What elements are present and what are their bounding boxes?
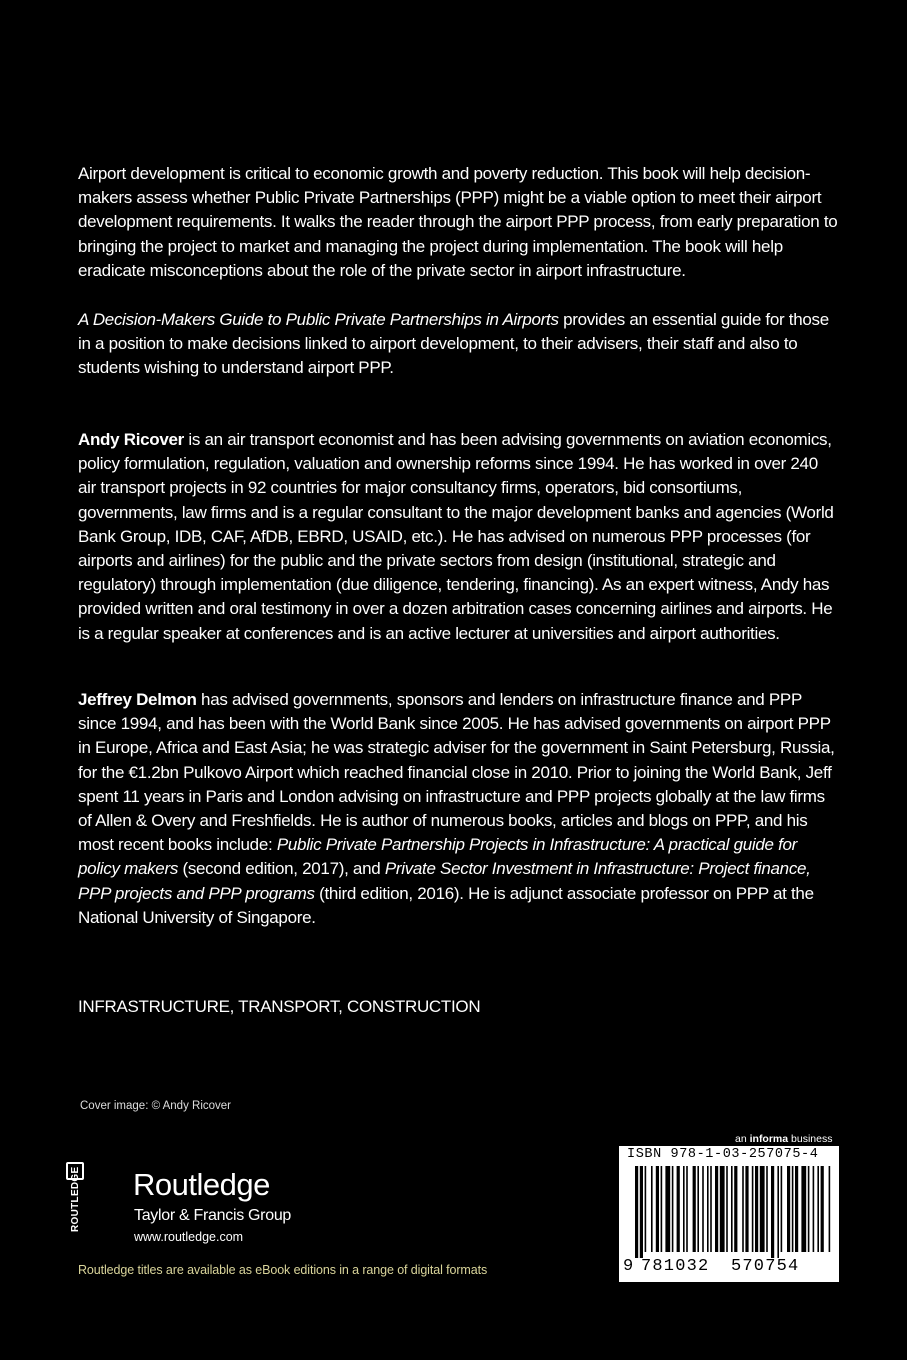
barcode-bar <box>672 1166 674 1252</box>
barcode-bar <box>640 1166 643 1258</box>
informa-prefix: an <box>735 1133 750 1145</box>
barcode-bar <box>715 1166 718 1252</box>
barcode-bar <box>734 1166 737 1252</box>
barcode-bar <box>760 1166 765 1252</box>
barcode-bar <box>755 1166 758 1252</box>
author-bio-delmon-text-2: (second edition, 2017), and <box>178 859 385 879</box>
isbn-barcode <box>619 1146 839 1282</box>
barcode-bar <box>821 1166 824 1252</box>
barcode-bar <box>787 1166 790 1252</box>
description-paragraph-2-text: provides an essential guide for those in a position to make decisions linked to airport development, to their advisers, their staff and also to students wishing to understand airport PPP. <box>78 310 829 378</box>
isbn-lead-digit: 9 <box>623 1257 635 1276</box>
barcode-bar <box>686 1166 688 1252</box>
barcode-bar <box>766 1166 768 1252</box>
description-paragraph-2 <box>78 308 838 381</box>
barcode-bar <box>771 1166 774 1258</box>
barcode-bar <box>813 1166 815 1252</box>
informa-business-tagline <box>735 1133 832 1145</box>
barcode-bar <box>665 1166 670 1252</box>
isbn-label: ISBN 978-1-03-257075-4 <box>627 1147 819 1162</box>
routledge-logo-vertical-text: ROUTLEDGE <box>70 1166 81 1232</box>
barcode-bar <box>677 1166 680 1252</box>
barcode-bar <box>661 1166 663 1252</box>
author-bio-ricover-text: is an air transport economist and has been advising governments on aviation economics, policy formulation, regulation, valuation and ownership reforms since 1994. He has worked in over 240 air transport projects in 92 countries for major consultancy firms, operators, bid consortiums, governments, law firms and is a regular consultant to the major development banks and agencies (World Bank Group, IDB, CAF, AfDB, EBRD, USAID, etc.). He has advised on numerous PPP processes (for airports and airlines) for the public and the private sectors from design (institutional, strategic and regulatory) through implementation (due diligence, tendering, financing). As an expert witness, Andy has provided written and oral testimony in over a dozen arbitration cases concerning airlines and airports. He is a regular speaker at conferences and is an active lecturer at universities and airport authorities. <box>78 430 834 643</box>
book-title: A Decision-Makers Guide to Public Private Partnerships in Airports <box>78 310 559 329</box>
description-paragraph-1: Airport development is critical to economic growth and poverty reduction. This book will help decision-makers assess whether Public Private Partnerships (PPP) might be a viable option to meet their airport development requirements. It walks the reader through the airport PPP process, from early preparation to bringing the project to market and managing the project during implementation. The book will help eradicate misconceptions about the role of the private sector in airport infrastructure. <box>78 164 838 280</box>
barcode-bar <box>720 1166 725 1252</box>
barcode-bar <box>707 1166 709 1252</box>
barcode-bars <box>619 1166 839 1258</box>
publisher-name: Routledge <box>133 1167 270 1202</box>
author-bio-delmon-text-3: (third edition, 2016). He is adjunct associate professor on PPP at the National University of Singapore. <box>78 883 814 927</box>
barcode-bar <box>697 1166 699 1252</box>
barcode-bar <box>702 1166 704 1252</box>
subject-categories: INFRASTRUCTURE, TRANSPORT, CONSTRUCTION <box>78 997 481 1016</box>
barcode-bar <box>795 1166 798 1252</box>
barcode-bar <box>781 1166 783 1252</box>
barcode-bar <box>817 1166 819 1252</box>
book-title-2: Private Sector Investment in Infrastructure: Project finance, PPP projects and PPP programs <box>78 859 811 903</box>
barcode-bar <box>745 1166 748 1252</box>
isbn-digit-group-2: 570754 <box>731 1257 800 1276</box>
barcode-bar <box>710 1166 712 1252</box>
barcode-bar <box>693 1166 696 1252</box>
informa-bold: informa <box>749 1133 789 1145</box>
author-bio-delmon-text-1: has advised governments, sponsors and lenders on infrastructure finance and PPP since 1994, and has been with the World Bank since 2005. He has advised governments on airport PPP in Europe, Africa and East Asia; he was strategic adviser for the government in Saint Petersburg, Russia, for the €1.2bn Pulkovo Airport which reached financial close in 2010. Prior to joining the World Bank, Jeff spent 11 years in Paris and London advising on infrastructure and PPP projects globally at the law firms of Allen & Overy and Freshfields. He is author of numerous books, articles and blogs on PPP, and his most recent books include: <box>78 690 835 855</box>
informa-suffix: business <box>788 1133 833 1145</box>
barcode-bar <box>801 1166 806 1252</box>
barcode-bar <box>808 1166 810 1252</box>
barcode-bar <box>683 1166 685 1252</box>
barcode-bar <box>726 1166 728 1252</box>
barcode-bar <box>731 1166 733 1252</box>
barcode-bar <box>777 1166 779 1258</box>
author-name-delmon: Jeffrey Delmon <box>78 690 197 709</box>
barcode-bar <box>752 1166 754 1252</box>
barcode-bar <box>829 1166 831 1252</box>
ebook-note: Routledge titles are available as eBook editions in a range of digital formats <box>78 1263 488 1277</box>
cover-credit: Cover image: © Andy Ricover <box>80 1100 232 1112</box>
barcode-bar <box>645 1166 647 1252</box>
barcode-bar <box>792 1166 794 1252</box>
publisher-website: www.routledge.com <box>134 1230 244 1244</box>
barcode-bar <box>656 1166 659 1252</box>
barcode-bar <box>651 1166 653 1252</box>
publisher-group: Taylor & Francis Group <box>134 1207 292 1224</box>
author-bio-ricover <box>78 428 838 646</box>
barcode-bar <box>635 1166 638 1258</box>
author-name-ricover: Andy Ricover <box>78 430 184 449</box>
isbn-digit-group-1: 781032 <box>641 1257 710 1276</box>
book-title-1: Public Private Partnership Projects in Infrastructure: A practical guide for policy makers <box>78 835 798 879</box>
author-bio-delmon <box>78 688 838 930</box>
barcode-bar <box>742 1166 744 1252</box>
